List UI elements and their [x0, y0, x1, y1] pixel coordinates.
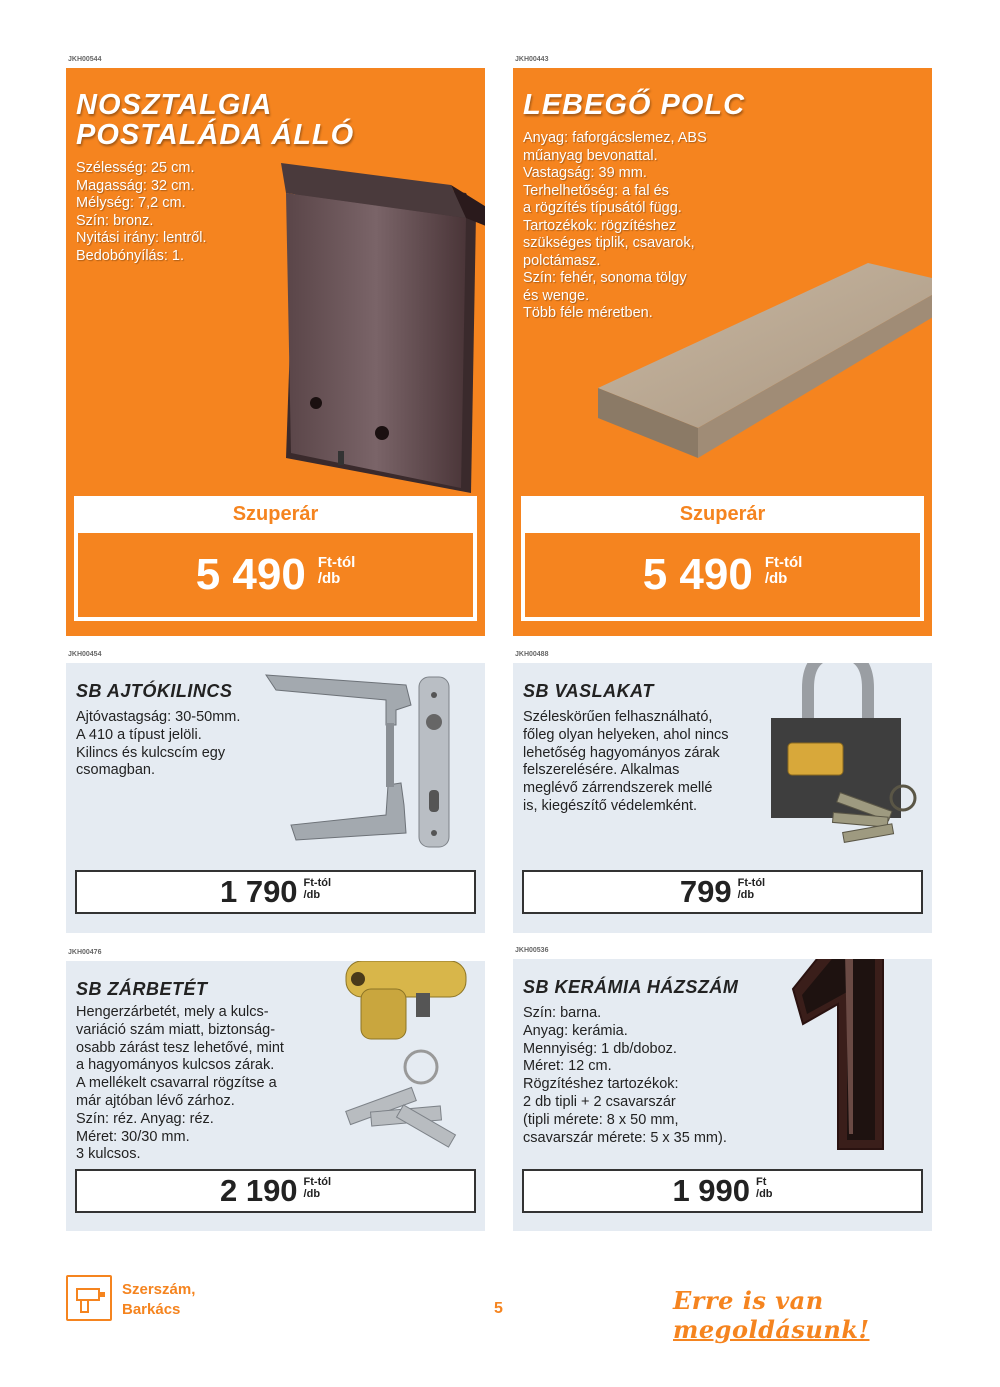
product-description: Hengerzárbetét, mely a kulcs- variáció szám miatt, biztonság- osabb zárást tesz lehetővé, mint a hagyományos kulcsos zárak. A mellékelt csavarral rögzítse a már ajtóban lévő zárhoz. Szín: réz. Anyag: réz. Méret: 30/30 mm. 3 kulcsos.	[76, 1004, 284, 1163]
price-unit: Ft-tól /db	[303, 877, 332, 901]
product-code: JKH00488	[515, 651, 549, 658]
price-box	[75, 870, 476, 914]
price-label: Szuperár	[232, 503, 319, 525]
price-unit: Ft /db	[756, 1176, 773, 1200]
price-unit: Ft-tól /db	[737, 877, 766, 901]
house-number-image	[783, 959, 893, 1164]
product-title: SB AJTÓKILINCS	[76, 681, 233, 701]
door-handle-image	[256, 665, 476, 865]
price-box	[522, 1169, 923, 1213]
product-title: NOSZTALGIA POSTALÁDA ÁLLÓ	[76, 89, 355, 151]
product-card-kilincs	[66, 663, 485, 933]
product-card-hazszam	[513, 959, 932, 1231]
price-unit: Ft-tól /db	[764, 554, 803, 587]
price-unit: Ft-tól /db	[303, 1176, 332, 1200]
product-card-lakat	[513, 663, 932, 933]
price-box	[521, 496, 924, 621]
product-code: JKH00476	[68, 949, 102, 956]
cylinder-lock-image	[336, 961, 476, 1164]
price-value: 1 990	[672, 1173, 751, 1208]
price-value: 799	[679, 874, 732, 909]
mailbox-image	[276, 133, 485, 503]
price-value: 5 490	[642, 550, 753, 599]
product-description: Szín: barna. Anyag: kerámia. Mennyiség: 1 db/doboz. Méret: 12 cm. Rögzítéshez tartozékok: 2 db tipli + 2 csavarszár (tipli mérete: 8 x 50 mm, csavarszár mérete: 5 x 35 mm).	[523, 1005, 727, 1146]
product-code: JKH00443	[515, 56, 549, 63]
product-card-zarbetet	[66, 961, 485, 1231]
price-label: Szuperár	[679, 503, 766, 525]
product-description: Anyag: faforgácslemez, ABS műanyag bevonattal. Vastagság: 39 mm. Terhelhetőség: a fal és a rögzítés típusától függ. Tartozékok: rögzítéshez szükséges tiplik, csavarok, polctámasz. Szín: fehér, sonoma tölgy és wenge. Több féle méretben.	[523, 130, 707, 321]
product-description: Széleskörűen felhasználható, főleg olyan helyeken, ahol nincs lehetőség hagyományos zárak felszerelésére. Alkalmas meglévő zárrendszerek mellé is, kiegészítő védelemként.	[523, 709, 729, 814]
footer-category: Szerszám, Barkács	[122, 1281, 196, 1318]
padlock-image	[763, 663, 932, 873]
drill-icon	[66, 1275, 112, 1321]
footer-slogan: Erre is van megoldásunk!	[673, 1286, 870, 1344]
shelf-image	[588, 263, 932, 473]
price-value: 2 190	[219, 1173, 298, 1208]
product-description: Ajtóvastagság: 30-50mm. A 410 a típust jelöli. Kilincs és kulcscím egy csomagban.	[76, 709, 241, 779]
product-title: SB KERÁMIA HÁZSZÁM	[523, 977, 739, 997]
product-code: JKH00454	[68, 651, 102, 658]
product-card-postalada	[66, 68, 485, 636]
price-unit: Ft-tól /db	[317, 554, 356, 587]
price-value: 1 790	[219, 874, 298, 909]
product-card-polc	[513, 68, 932, 636]
product-title: SB ZÁRBETÉT	[76, 979, 208, 999]
product-title: SB VASLAKAT	[523, 681, 654, 701]
product-description: Szélesség: 25 cm. Magasság: 32 cm. Mélység: 7,2 cm. Szín: bronz. Nyitási irány: lentről. Bedobónyílás: 1.	[76, 160, 207, 264]
price-box	[522, 870, 923, 914]
page-number: 5	[494, 1300, 503, 1317]
product-title: LEBEGŐ POLC	[523, 89, 746, 121]
price-box	[75, 1169, 476, 1213]
product-code: JKH00544	[68, 56, 102, 63]
product-code: JKH00536	[515, 947, 549, 954]
price-box	[74, 496, 477, 621]
price-value: 5 490	[195, 550, 306, 599]
